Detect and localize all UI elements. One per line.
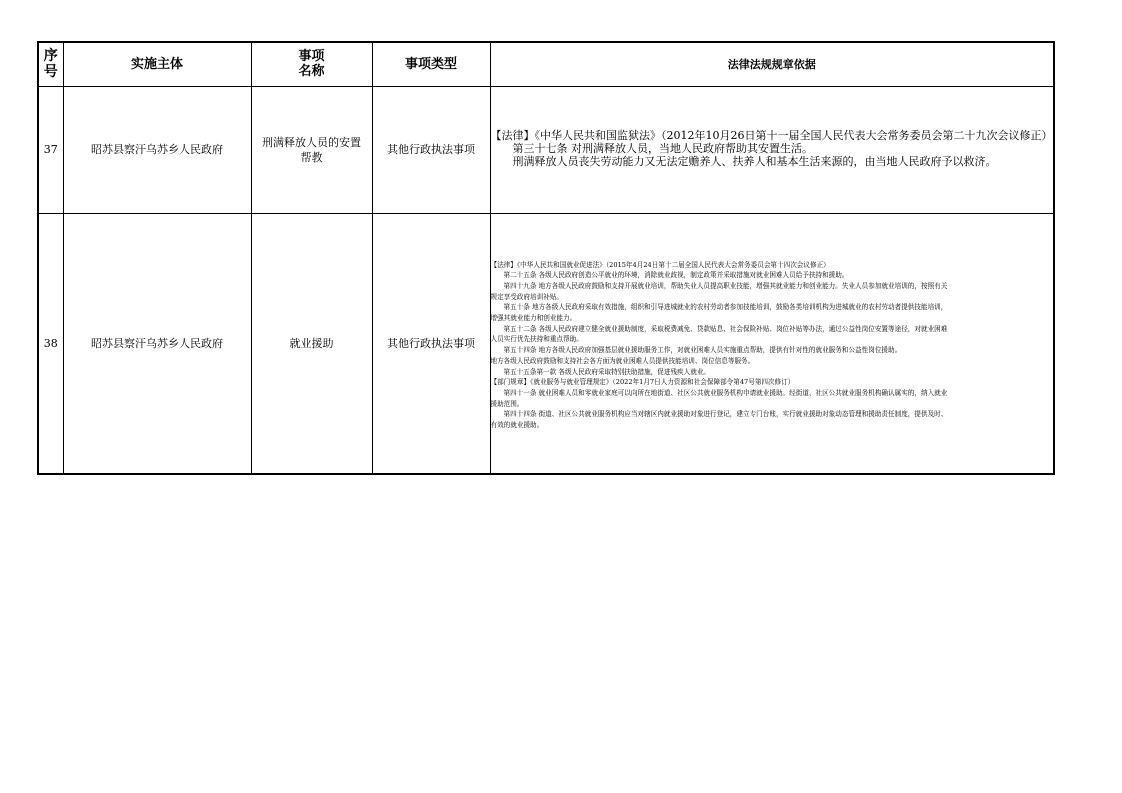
matters-table	[37, 41, 1055, 475]
basis-line: 刑满释放人员丧失劳动能力又无法定赡养人、扶养人和基本生活来源的，由当地人民政府予以救济。	[512, 155, 997, 168]
basis-line: 【部门规章】《就业服务与就业管理规定》（2022年1月7日人力资源和社会保障部令第47号第四次修订）	[490, 378, 795, 387]
basis-line: 第五十五条第一款 各级人民政府采取特别扶助措施，促进残疾人就业。	[503, 367, 711, 376]
header-row	[38, 42, 1054, 86]
header-item-type: 事项类型	[372, 42, 490, 86]
row-item-type: 其他行政执法事项	[372, 213, 490, 474]
basis-line: 第四十四条 街道、社区公共就业服务机构应当对辖区内就业援助对象进行登记，建立专门台账，实行就业援助对象动态管理和援助责任制度，提供及时、	[503, 410, 948, 419]
basis-line: 增强其就业能力和创业能力。	[490, 314, 577, 323]
row-basis	[490, 213, 1054, 474]
header-seq: 序 号	[38, 42, 63, 86]
header-basis: 法律法规规章依据	[490, 42, 1054, 86]
basis-line: 第五十四条 地方各级人民政府加强基层就业援助服务工作，对就业困难人员实施重点帮助，提供有针对性的就业服务和公益性岗位援助。	[503, 346, 902, 355]
basis-line: 第五十条 地方各级人民政府采取有效措施，组织和引导进城就业的农村劳动者参加技能培训，鼓励各类培训机构为进城就业的农村劳动者提供技能培训，	[503, 303, 948, 312]
basis-line: 第五十二条 各级人民政府建立健全就业援助制度，采取税费减免、贷款贴息、社会保险补贴、岗位补贴等办法，通过公益性岗位安置等途径，对就业困难	[503, 324, 948, 333]
row-basis	[490, 86, 1054, 213]
basis-line: 地方各级人民政府鼓励和支持社会各方面为就业困难人员提供技能培训、岗位信息等服务。	[490, 356, 755, 365]
row-item-name: 就业援助	[251, 213, 372, 474]
row-subject: 昭苏县察汗乌苏乡人民政府	[63, 213, 251, 474]
basis-line: 第四十九条 地方各级人民政府鼓励和支持开展就业培训，帮助失业人员提高职业技能，增强其就业能力和创业能力。失业人员参加就业培训的，按照有关	[503, 281, 948, 290]
basis-line: 援助范围。	[490, 399, 524, 408]
row-item-name: 刑满释放人员的安置帮教	[251, 86, 372, 213]
basis-line: 有效的就业援助。	[490, 421, 544, 430]
basis-line: 【法律】《中华人民共和国就业促进法》（2015年4月24日第十二届全国人民代表大会常务委员会第十四次会议修正）	[490, 260, 830, 269]
table-row	[38, 86, 1054, 213]
header-subject: 实施主体	[63, 42, 251, 86]
header-item-name: 事项 名称	[251, 42, 372, 86]
basis-line: 第二十五条 各级人民政府创造公平就业的环境，消除就业歧视，制定政策并采取措施对就业困难人员给予扶持和援助。	[503, 271, 849, 280]
basis-line: 【法律】《中华人民共和国监狱法》（2012年10月26日第十一届全国人民代表大会常务委员会第二十九次会议修正）	[490, 129, 1053, 142]
basis-line: 第三十七条 对刑满释放人员，当地人民政府帮助其安置生活。	[512, 142, 813, 155]
row-seq: 37	[38, 86, 63, 213]
basis-line: 规定享受政府培训补贴。	[490, 292, 564, 301]
basis-line: 第四十一条 就业困难人员和零就业家庭可以向所在地街道、社区公共就业服务机构申请就业援助。经街道、社区公共就业服务机构确认属实的，纳入就业	[503, 388, 948, 397]
table-row	[38, 213, 1054, 474]
row-subject: 昭苏县察汗乌苏乡人民政府	[63, 86, 251, 213]
row-item-type: 其他行政执法事项	[372, 86, 490, 213]
row-seq: 38	[38, 213, 63, 474]
basis-line: 人员实行优先扶持和重点帮助。	[490, 335, 583, 344]
